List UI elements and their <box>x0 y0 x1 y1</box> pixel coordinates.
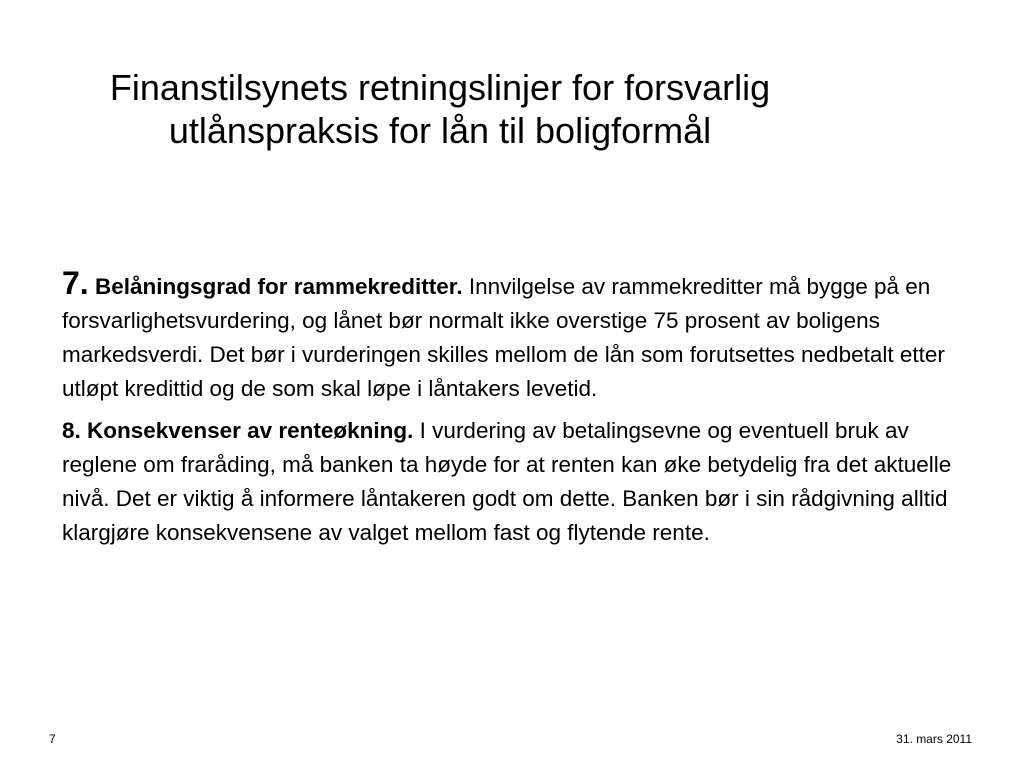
item-text: Innvilgelse av rammekreditter må bygge på en forsvarlighetsvurdering, og lånet bør normalt ikke overstige 75 prosent av boligens markedsverdi. Det bør i vurderingen skilles mellom de lån som forutsettes nedbetalt etter utløpt kredittid og de som skal løpe i låntakers levetid. <box>62 274 945 401</box>
item-number: 7. <box>62 265 89 301</box>
item-heading: Konsekvenser av renteøkning. <box>87 418 414 443</box>
page-number: 7 <box>49 732 56 746</box>
slide-body <box>62 266 962 558</box>
guideline-item-7 <box>62 266 962 406</box>
item-heading: Belåningsgrad for rammekreditter. <box>94 274 463 299</box>
footer-date: 31. mars 2011 <box>896 732 972 746</box>
item-number: 8. <box>62 418 81 443</box>
item-text: I vurdering av betalingsevne og eventuell bruk av reglene om fraråding, må banken ta høyde for at renten kan øke betydelig fra det aktuelle nivå. Det er viktig å informere låntakeren godt om dette. Banken bør i sin rådgivning alltid klargjøre konsekvensene av valget mellom fast og flytende rente. <box>62 418 952 545</box>
slide-title: Finanstilsynets retningslinjer for forsvarlig utlånspraksis for lån til boligformål <box>109 67 771 152</box>
guideline-item-8 <box>62 414 962 550</box>
